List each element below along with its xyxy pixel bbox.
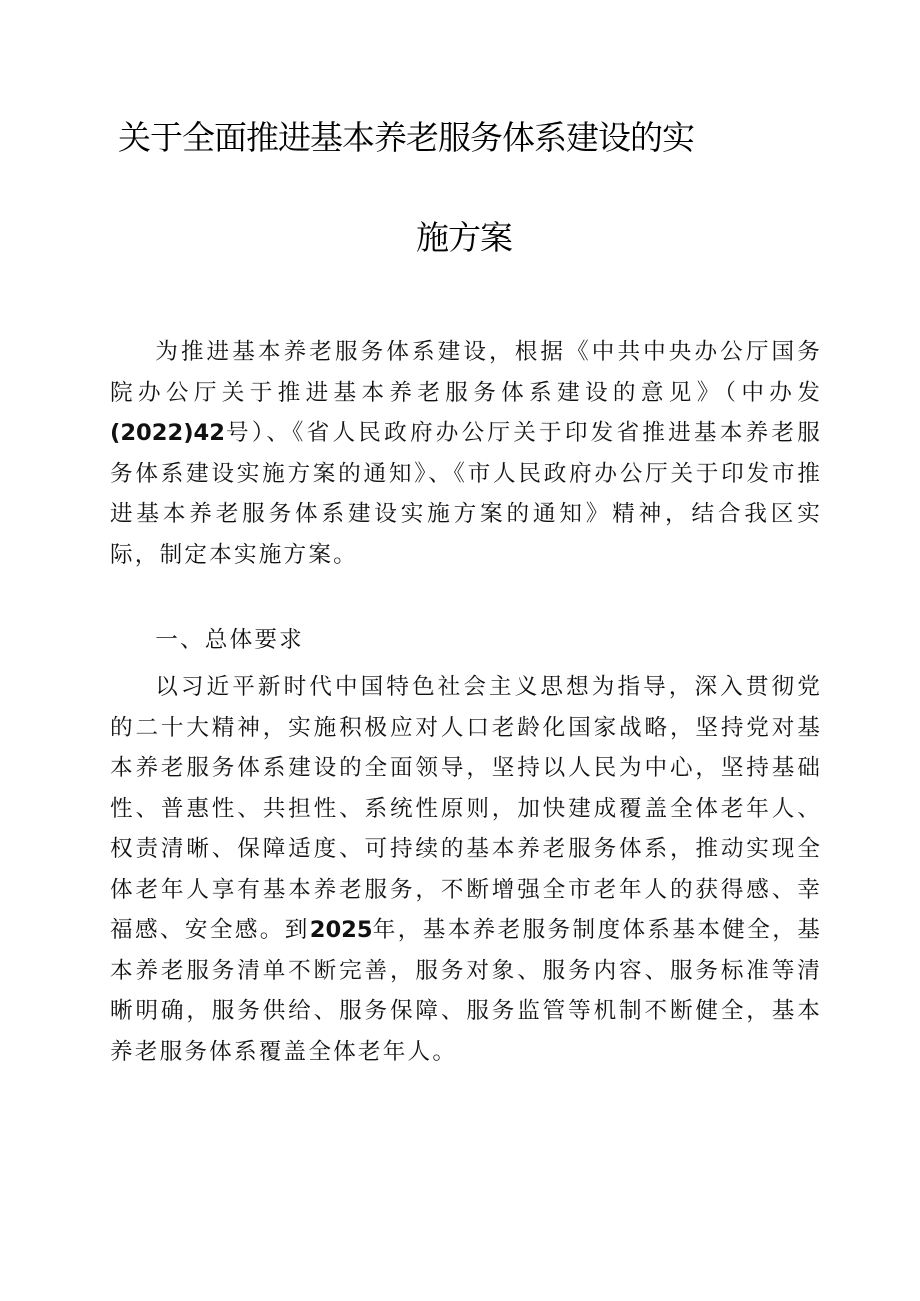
intro-paragraph [110,332,822,575]
document-title-line-2: 施方案 [416,218,512,257]
intro-text-part-1: 为推进基本养老服务体系建设，根据《中共中央办公厅国务院办公厅关于推进基本养老服务体系建设的意见》（中办发 [110,339,822,406]
intro-text-part-2: 号）、《省人民政府办公厅关于印发省推进基本养老服务体系建设实施方案的通知》、《市人民政府办公厅关于印发市推进基本养老服务体系建设实施方案的通知》精神，结合我区实际，制定本实施方案。 [110,420,822,568]
document-title-line-1: 关于全面推进基本养老服务体系建设的实 [118,118,694,157]
requirements-text-part-2: 年，基本养老服务制度体系基本健全，基本养老服务清单不断完善，服务对象、服务内容、服务标准等清晰明确，服务供给、服务保障、服务监管等机制不断健全，基本养老服务体系覆盖全体老年人。 [110,917,822,1065]
section-heading-general-requirements: 一、总体要求 [155,627,304,653]
document-number: (2022)42 [110,420,225,446]
general-requirements-paragraph [110,667,822,1072]
target-year: 2025 [309,917,373,943]
requirements-text-part-1: 以习近平新时代中国特色社会主义思想为指导，深入贯彻党的二十大精神，实施积极应对人口老龄化国家战略，坚持党对基本养老服务体系建设的全面领导，坚持以人民为中心，坚持基础性、普惠性、共担性、系统性原则，加快建成覆盖全体老年人、权责清晰、保障适度、可持续的基本养老服务体系，推动实现全体老年人享有基本养老服务，不断增强全市老年人的获得感、幸福感、安全感。到 [110,674,822,943]
